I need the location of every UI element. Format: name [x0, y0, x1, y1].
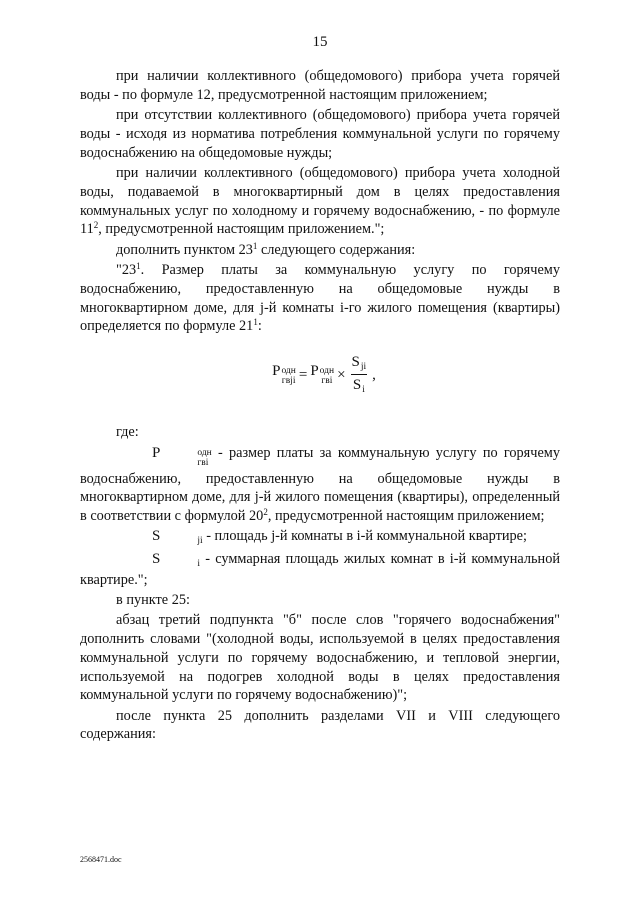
formula-lhs: P одн гвjі — [272, 362, 296, 386]
definition-payment: P одн гвi - размер платы за коммунальную услугу по горячему водоснабжению, предоставленную на общедомовые нужды в многоквартирном доме, для j-й жилого помещения (квартиры), определенный в соответствии с формулой $20^2$, предусмотренной настоящим приложением; — [80, 444, 560, 525]
definition-total-area: S i - суммарная площадь жилых комнат в i-й коммунальной квартире."; — [80, 550, 560, 588]
paragraph-add-clause: дополнить пунктом $23^1$ следующего содержания: — [116, 240, 416, 258]
definition-room-area: S ji - площадь j-й комнаты в i-й коммунальной квартире; — [152, 528, 527, 547]
paragraph-where: где: — [116, 424, 139, 441]
page-number: 15 — [312, 34, 328, 50]
paragraph-add-sections: после пункта 25 дополнить разделами VII и VIII следующего содержания: — [80, 707, 560, 743]
formula-equals: = — [298, 366, 308, 383]
formula-times: × — [337, 366, 346, 383]
formula-21-1 — [80, 338, 560, 412]
paragraph-cold-water-meter: при наличии коллективного (общедомового) прибора учета холодной воды, подаваемой в многоквартирный дом в целях предоставления коммунальных услуг по холодному и горячему водоснабжению, - по формуле $11^2$, предусмотренной настоящим приложением."; — [80, 164, 560, 238]
paragraph-amend-subclause: абзац третий подпункта "б" после слов "горячего водоснабжения" дополнить словами "(холодной воды, используемой в целях предоставления коммунальной услуги по горячему водоснабжению, и тепловой энергии, используемой на подогрев холодной воды в целях предоставления коммунальной услуги по горячему водоснабжению)"; — [80, 612, 560, 704]
formula-fraction: $\frac{S_{ji}}{S_i}$ — [351, 353, 367, 396]
formula-rhs: P одн гвi — [310, 362, 335, 386]
paragraph-clause-25: в пункте 25: — [116, 591, 190, 608]
paragraph-clause-23-1: "$23^1$. Размер платы за коммунальную услугу по горячему водоснабжению, предоставленную на общедомовые нужды в многоквартирном доме, для j-й комнаты i-го жилого помещения (квартиры) определяется по формуле $21^1$: — [80, 260, 560, 335]
paragraph-hot-water-meter: при наличии коллективного (общедомового) прибора учета горячей воды - по формуле 12, предусмотренной настоящим приложением; — [80, 68, 560, 103]
paragraph-no-meter: при отсутствии коллективного (общедомового) прибора учета горячей воды - исходя из норматива потребления коммунальной услуги по горячему водоснабжению на общедомовые нужды; — [80, 107, 560, 161]
formula-trailing-comma: , — [372, 366, 376, 383]
document-body — [80, 67, 560, 746]
footer-filename: 2568471.doc — [80, 855, 122, 864]
